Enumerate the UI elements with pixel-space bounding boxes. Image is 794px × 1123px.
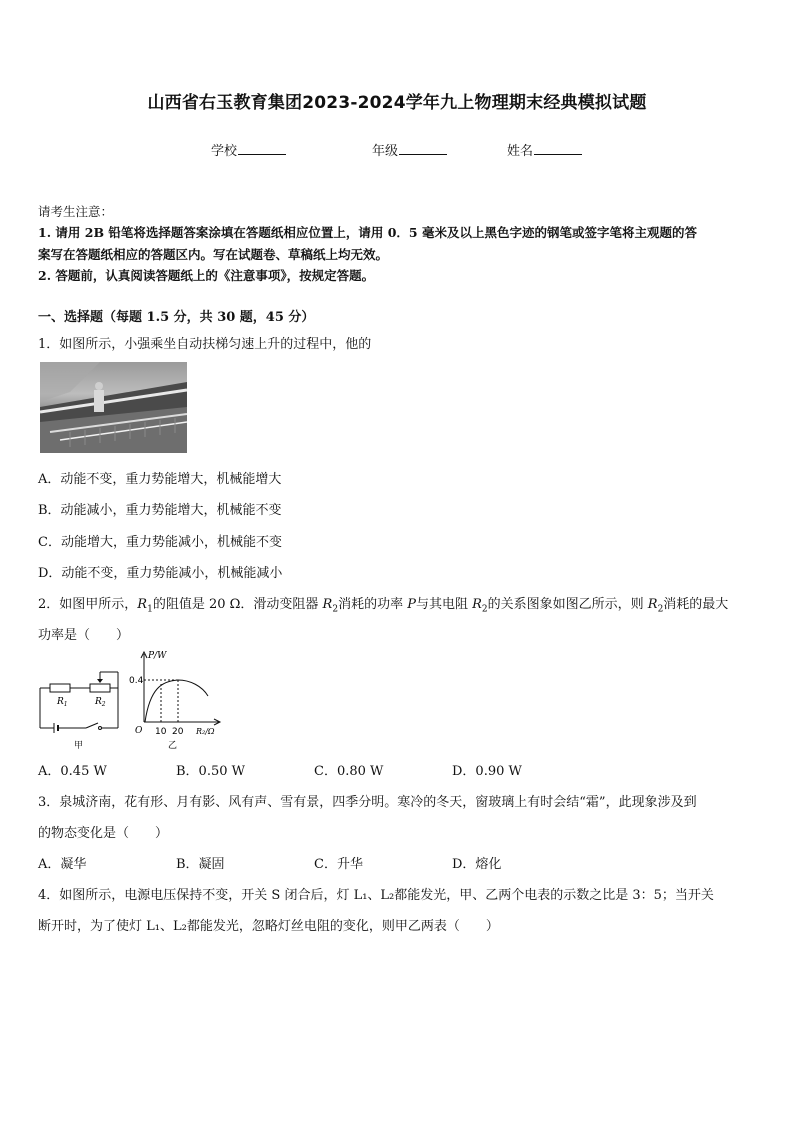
q2-r2-symbol-3: R — [647, 597, 658, 612]
q2-r1-subscript: 1 — [147, 604, 153, 615]
notice-item-1-line-1: 1. 请用 2B 铅笔将选择题答案涂填在答题纸相应位置上，请用 0．5 毫米及以上黑色字迹的钢笔或签字笔将主观题的答 — [38, 225, 697, 240]
school-field — [211, 140, 286, 159]
q2-stem-line-1 — [38, 593, 728, 615]
r1-resistor — [50, 684, 70, 692]
r2-label: $R_2$ — [95, 697, 106, 708]
r2-rheostat — [90, 684, 110, 692]
name-label: 姓名 — [507, 144, 534, 159]
q1-stem: 1．如图所示，小强乘坐自动扶梯匀速上升的过程中，他的 — [38, 337, 372, 352]
q2-r2-symbol: R — [322, 597, 333, 612]
figure-jia-caption: 甲 — [74, 741, 84, 751]
q2-stem-part-f: 消耗的最大 — [663, 597, 729, 612]
q2-option-a[interactable]: A．0.45 W — [38, 764, 107, 779]
q2-stem-line-2: 功率是（ ） — [38, 628, 130, 643]
q1-option-b[interactable]: B．动能减小，重力势能增大，机械能不变 — [38, 503, 282, 518]
x-tick-10: 10 — [155, 727, 167, 737]
q2-option-c[interactable]: C．0.80 W — [314, 764, 384, 779]
escalator-photo — [40, 362, 187, 453]
q2-stem-part-c: 消耗的功率 — [338, 597, 408, 612]
q2-r2-subscript-3: 2 — [657, 604, 664, 615]
q4-stem-line-2: 断开时，为了使灯 L₁、L₂都能发光，忽略灯丝电阻的变化，则甲乙两表（ ） — [38, 919, 499, 934]
q1-option-c[interactable]: C．动能增大，重力势能减小，机械能不变 — [38, 535, 282, 550]
q2-option-d[interactable]: D．0.90 W — [452, 764, 522, 779]
q2-stem-part-a: 2．如图甲所示， — [38, 597, 138, 612]
notice-item-1-line-2: 案写在答题纸相应的答题区内。写在试题卷、草稿纸上均无效。 — [38, 247, 389, 262]
q2-option-b[interactable]: B．0.50 W — [176, 764, 245, 779]
q3-option-b[interactable]: B．凝固 — [176, 857, 225, 872]
school-blank[interactable] — [238, 142, 286, 155]
q3-stem-line-2: 的物态变化是（ ） — [38, 826, 169, 841]
q3-option-c[interactable]: C．升华 — [314, 857, 363, 872]
escalator-photo-drawing — [40, 362, 187, 453]
power-curve — [145, 680, 208, 722]
origin-label: O — [135, 726, 143, 736]
q2-r1-symbol: R — [137, 597, 148, 612]
circuit-diagram-jia — [36, 668, 132, 752]
y-axis-label: P/W — [148, 651, 167, 661]
notice-heading: 请考生注意： — [38, 204, 114, 219]
q4-stem-line-1: 4．如图所示，电源电压保持不变，开关 S 闭合后，灯 L₁、L₂都能发光，甲、乙两个电表的示数之比是 3：5；当开关 — [38, 888, 714, 903]
grade-blank[interactable] — [399, 142, 447, 155]
q2-r2-subscript: 2 — [332, 604, 339, 615]
figure-yi-caption: 乙 — [168, 741, 178, 751]
q1-option-d[interactable]: D．动能不变，重力势能减小，机械能减小 — [38, 566, 283, 581]
exam-title: 山西省右玉教育集团2023-2024学年九上物理期末经典模拟试题 — [147, 93, 647, 113]
q2-r2-symbol-2: R — [472, 597, 482, 612]
grade-field — [372, 140, 447, 159]
q2-p-symbol: P — [407, 597, 416, 612]
school-label: 学校 — [211, 144, 238, 159]
q3-stem-line-1: 3．泉城济南，花有形、月有影、风有声、雪有景，四季分明。寒冷的冬天，窗玻璃上有时会结“霜”，此现象涉及到 — [38, 795, 697, 810]
q1-option-a[interactable]: A．动能不变，重力势能增大，机械能增大 — [38, 472, 282, 487]
grade-label: 年级 — [372, 144, 399, 159]
section-heading: 一、选择题（每题 1.5 分，共 30 题，45 分） — [38, 310, 315, 325]
name-field — [507, 140, 582, 159]
power-graph-yi — [128, 648, 228, 752]
q2-stem-part-d: 与其电阻 — [415, 597, 473, 612]
y-tick-label: 0.4 — [129, 676, 144, 686]
q3-option-d[interactable]: D．熔化 — [452, 857, 502, 872]
r1-label: $R_1$ — [57, 697, 68, 708]
x-axis-label: R₂/Ω — [196, 727, 215, 736]
q2-stem-part-e: 的关系图象如图乙所示，则 — [487, 597, 648, 612]
name-blank[interactable] — [534, 142, 582, 155]
q2-r2-subscript-2: 2 — [481, 604, 488, 615]
notice-item-2: 2. 答题前，认真阅读答题纸上的《注意事项》，按规定答题。 — [38, 268, 375, 283]
x-tick-20: 20 — [172, 727, 184, 737]
q2-stem-part-b: 的阻值是 20 Ω．滑动变阻器 — [152, 597, 323, 612]
q3-option-a[interactable]: A．凝华 — [38, 857, 87, 872]
